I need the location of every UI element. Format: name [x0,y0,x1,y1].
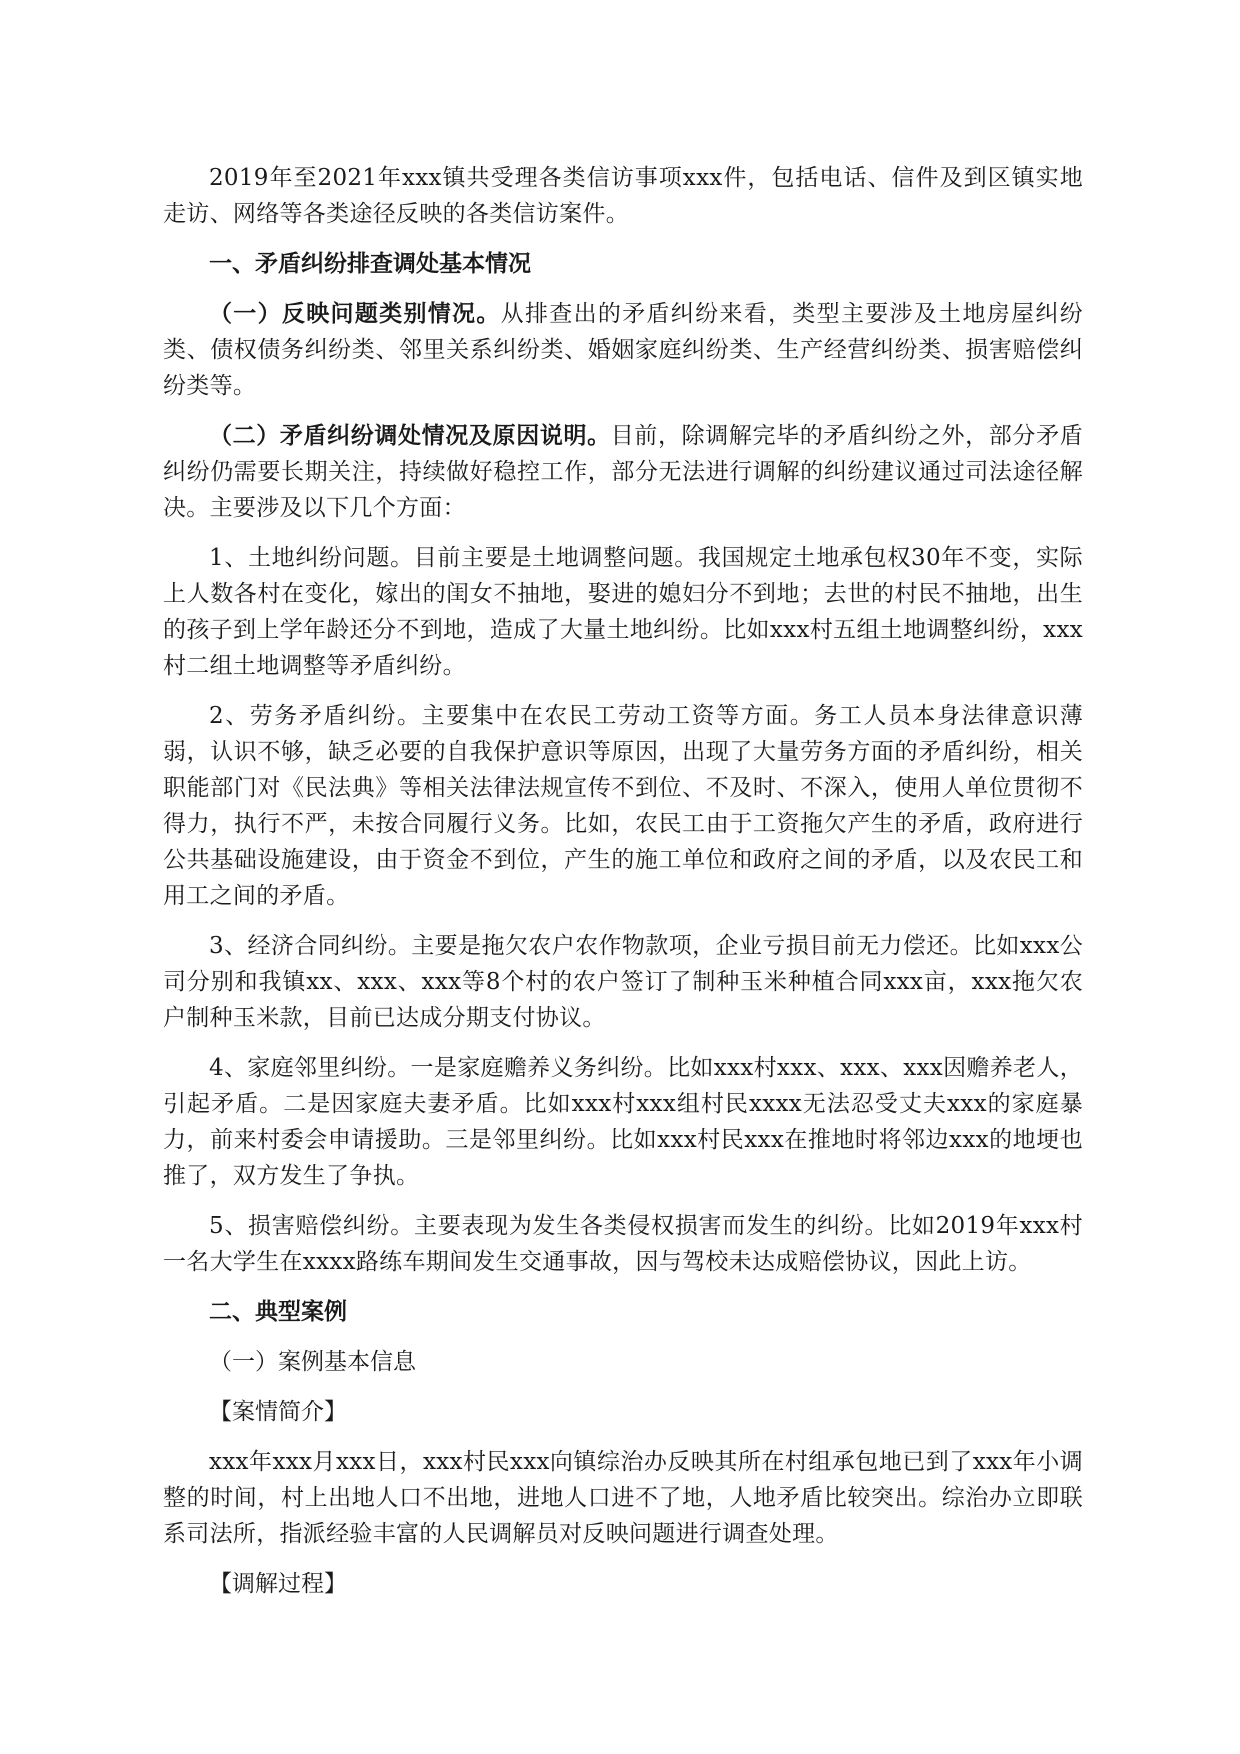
subsection-1-text: 从排查出的矛盾纠纷来看，类型主要涉及土地房屋纠纷类、债权债务纠纷类、邻里关系纠纷类、婚姻家庭纠纷类、生产经营纠纷类、损害赔偿纠纷类等。 [163,301,1083,399]
mediation-process-title: 【调解过程】 [209,1571,347,1597]
item-1-paragraph: 1、土地纠纷问题。目前主要是土地调整问题。我国规定土地承包权30年不变，实际上人数各村在变化，嫁出的闺女不抽地，娶进的媳妇分不到地；去世的村民不抽地，出生的孩子到上学年龄还分不到地，造成了大量土地纠纷。比如xxx村五组土地调整纠纷，xxx村二组土地调整等矛盾纠纷。 [163,545,1083,679]
subsection-1-paragraph [163,296,1083,404]
subsection-2-paragraph [163,418,1083,526]
intro-paragraph: 2019年至2021年xxx镇共受理各类信访事项xxx件，包括电话、信件及到区镇实地走访、网络等各类途径反映的各类信访案件。 [163,165,1083,227]
subsection-2-lead: （二）矛盾纠纷调处情况及原因说明。 [209,422,611,449]
item-4-paragraph: 4、家庭邻里纠纷。一是家庭赡养义务纠纷。比如xxx村xxx、xxx、xxx因赡养老人，引起矛盾。二是因家庭夫妻矛盾。比如xxx村xxx组村民xxxx无法忍受丈夫xxx的家庭暴力，前来村委会申请援助。三是邻里纠纷。比如xxx村民xxx在推地时将邻边xxx的地埂也推了，双方发生了争执。 [163,1055,1083,1189]
subsection-2-text: 目前，除调解完毕的矛盾纠纷之外，部分矛盾纠纷仍需要长期关注，持续做好稳控工作，部分无法进行调解的纠纷建议通过司法途径解决。主要涉及以下几个方面： [163,423,1083,521]
case-brief-title: 【案情简介】 [209,1399,347,1425]
section-2-heading: 二、典型案例 [209,1298,347,1325]
section-1-heading: 一、矛盾纠纷排查调处基本情况 [209,250,531,277]
item-2-paragraph: 2、劳务矛盾纠纷。主要集中在农民工劳动工资等方面。务工人员本身法律意识薄弱，认识不够，缺乏必要的自我保护意识等原因，出现了大量劳务方面的矛盾纠纷，相关职能部门对《民法典》等相关法律法规宣传不到位、不及时、不深入，使用人单位贯彻不得力，执行不严，未按合同履行义务。比如，农民工由于工资拖欠产生的矛盾，政府进行公共基础设施建设，由于资金不到位，产生的施工单位和政府之间的矛盾，以及农民工和用工之间的矛盾。 [163,703,1083,909]
case-brief-paragraph: xxx年xxx月xxx日，xxx村民xxx向镇综治办反映其所在村组承包地已到了xxx年小调整的时间，村上出地人口不出地，进地人口进不了地，人地矛盾比较突出。综治办立即联系司法所，指派经验丰富的人民调解员对反映问题进行调查处理。 [163,1449,1083,1547]
case-subsection-title: （一）案例基本信息 [209,1349,416,1375]
subsection-1-lead: （一）反映问题类别情况。 [209,300,501,327]
document-page [163,160,1083,1616]
item-5-paragraph: 5、损害赔偿纠纷。主要表现为发生各类侵权损害而发生的纠纷。比如2019年xxx村一名大学生在xxxx路练车期间发生交通事故，因与驾校未达成赔偿协议，因此上访。 [163,1213,1083,1275]
item-3-paragraph: 3、经济合同纠纷。主要是拖欠农户农作物款项，企业亏损目前无力偿还。比如xxx公司分别和我镇xx、xxx、xxx等8个村的农户签订了制种玉米种植合同xxx亩，xxx拖欠农户制种玉米款，目前已达成分期支付协议。 [163,933,1083,1031]
